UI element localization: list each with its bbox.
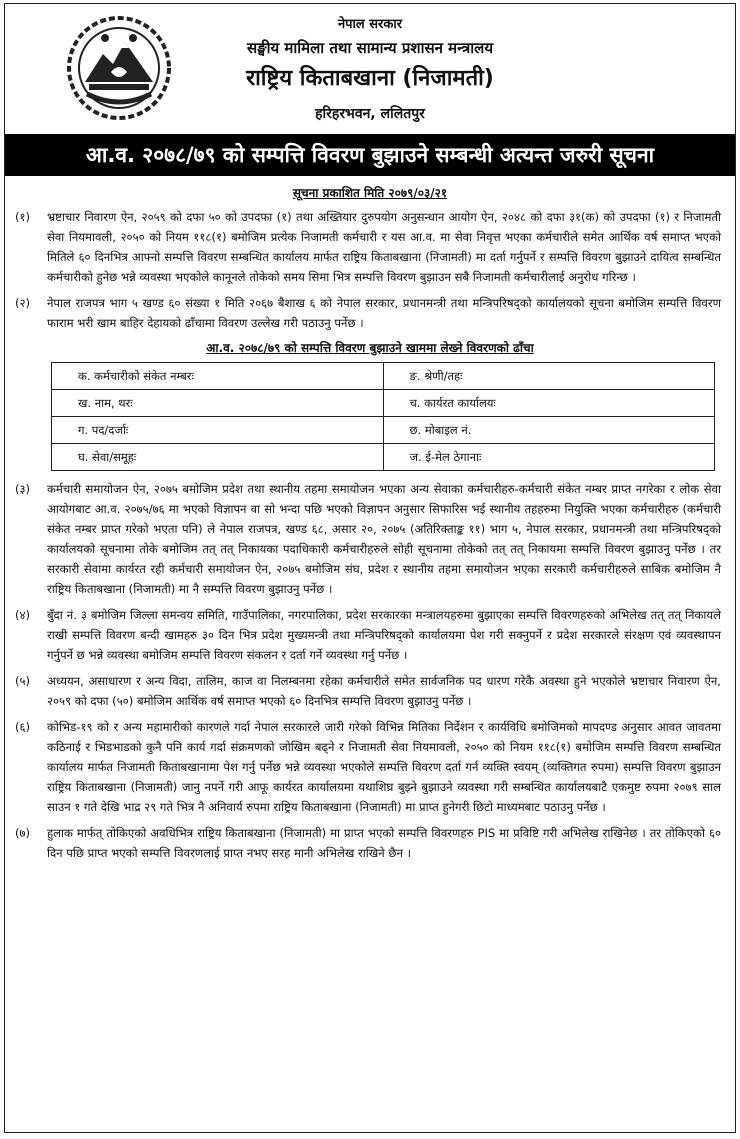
paragraph-text: भ्रष्टाचार निवारण ऐन, २०५९ को दफा ५० को उपदफा (१) तथा अख्तियार दुरुपयोग अनुसन्धान आयोग ऐन, २०४८ को दफा ३१(क) को उपदफा (१) र निजामती सेवा नियमावली, २०५० को नियम ११८(१) बमोजिम प्रत्येक निजामती कर्मचारी र यस आ.व. मा सेवा निवृत्त भएका कर्मचारीले समेत आर्थिक वर्ष समाप्त भएको मितिले ६० दिनभित्र आफ्नो सम्पत्ति विवरण सम्बन्धित कार्यालय मार्फत राष्ट्रिय किताबखाना (निजामती) मा दर्ता गर्नुपर्ने र सम्पत्ति विवरण बुझाउने दायित्व सम्बन्धित कर्मचारीको हुनेछ भन्ने व्यवस्था भएकोले कानूनले तोकेको समय सिमा भित्र सम्पत्ति विवरण बुझाउन सबै निजामती कर्मचारीलाई अनुरोध गरिन्छ । (47, 210, 721, 284)
table-cell: ज. ई-मेल ठेगानाः (383, 444, 715, 471)
notice-title-banner: आ.व. २०७८/७९ को सम्पत्ति विवरण बुझाउने सम्बन्धी अत्यन्त जरुरी सूचना (5, 134, 735, 176)
table-row (52, 363, 715, 390)
table-row (52, 444, 715, 471)
table-row (52, 417, 715, 444)
envelope-format-table (51, 362, 715, 471)
table-cell: घ. सेवा/समूहः (52, 444, 384, 471)
table-cell: छ. मोबाइल नं. (383, 417, 715, 444)
notice-paragraph-6 (15, 717, 721, 817)
table-cell: क. कर्मचारीको संकेत नम्बरः (52, 363, 384, 390)
notice-paragraph-3 (15, 479, 721, 599)
paragraph-text: अध्ययन, असाधारण र अन्य विदा, तालिम, काज वा निलम्बनमा रहेका कर्मचारीले समेत सार्वजनिक पद धारण गरेकै अवस्था हुने भएकोले भ्रष्टाचार निवारण ऐन, २०५९ को दफा (५०) बमोजिम आर्थिक वर्ष समाप्त भएको ६० दिनभित्र सम्पत्ति विवरण बुझाउनु पर्नेछ । (47, 674, 721, 708)
paragraph-text: हुलाक मार्फत् तोकिएको अवधिभित्र राष्ट्रिय किताबखाना (निजामती) मा प्राप्त भएको सम्पत्ति विवरणहरु PIS मा प्रविष्टि गरी अभिलेख राखिनेछ । तर तोकिएको ६० दिन पछि प्राप्त भएको सम्पत्ति विवरणलाई प्राप्त नभए सरह मानी अभिलेख राखिने छैन । (47, 826, 721, 860)
notice-paragraph-7 (15, 823, 721, 863)
notice-paragraph-2 (15, 293, 721, 333)
paragraph-text: बुँदा नं. ३ बमोजिम जिल्ला समन्वय समिति, गाउँपालिका, नगरपालिका, प्रदेश सरकारका मन्त्रालयहरुमा बुझाएका सम्पत्ति विवरणहरुको अभिलेख तत् तत् निकायले राखी सम्पत्ति विवरण बन्दी खामहरु ३० दिन भित्र प्रदेश मुख्यमन्त्री तथा मन्त्रिपरिषद्को कार्यालयमा पेश गरी सक्नुपर्ने र प्रदेश सरकारले संरक्षण एवं व्यवस्थापन गर्नुपर्ने छ भन्ने व्यवस्था बमोजिम सम्पत्ति विवरण संकलन र दर्ता गर्ने व्यवस्था गर्नु पर्नेछ । (47, 608, 721, 662)
office-name: राष्ट्रिय किताबखाना (निजामती) (246, 66, 494, 91)
ministry-name: सङ्घीय मामिला तथा सामान्य प्रशासन मन्त्रालय (246, 39, 494, 57)
government-name: नेपाल सरकार (337, 17, 403, 32)
publication-date: सूचना प्रकाशित मिति २०७९/०३/२१ (292, 186, 448, 200)
table-cell: ग. पद/दर्जाः (52, 417, 384, 444)
table-cell: च. कार्यरत कार्यालयः (383, 390, 715, 417)
paragraph-number: (३) (15, 482, 31, 496)
table-row (52, 390, 715, 417)
paragraph-text: नेपाल राजपत्र भाग ५ खण्ड ६० संख्या १ मिति २०६७ बैशाख ६ को नेपाल सरकार, प्रधानमन्त्री तथा मन्त्रिपरिषद्को कार्यालयको सूचना बमोजिम सम्पत्ति विवरण फाराम भरी खाम बाहिर देहायको ढाँचामा विवरण उल्लेख गरी पठाउनु पर्नेछ । (47, 296, 721, 330)
paragraph-number: (२) (15, 296, 31, 310)
letterhead (5, 4, 735, 134)
paragraph-number: (४) (15, 608, 31, 622)
notice-paragraph-5 (15, 671, 721, 711)
paragraph-number: (६) (15, 720, 31, 734)
office-address: हरिहरभवन, ललितपुर (315, 106, 425, 122)
table-cell: ख. नाम, थरः (52, 390, 384, 417)
paragraph-number: (१) (15, 210, 31, 224)
paragraph-text: कर्मचारी समायोजन ऐन, २०७५ बमोजिम प्रदेश तथा स्थानीय तहमा समायोजन भएका अन्य सेवाका कर्मचारीहरु-कर्मचारी संकेत नम्बर प्राप्त नगरेका र लोक सेवा आयोगबाट आ.व. २०७५/७६ मा भएको विज्ञापन वा सो भन्दा पछि भएको विज्ञापन अनुसार सिफारिस भई स्थानीय तहहरुमा नियुक्ति भएका कर्मचारीहरु (कर्मचारी संकेत नम्बर प्राप्त गरेको भएता पनि) ले नेपाल राजपत्र, खण्ड ६८, असार २०, २०७५ (अतिरिक्ताङ्क ११) भाग ५, नेपाल सरकार, प्रधानमन्त्री तथा मन्त्रिपरिषद्को कार्यालयको सूचनामा तोके बमोजिम तत् तत् निकायका पदाधिकारी कर्मचारीहरुले सोही सूचनामा तोकेको तत् तत् निकायमा सम्पत्ति विवरण बुझाउनु पर्नेछ । तर सरकारी सेवामा कार्यरत रही कर्मचारी समायोजन ऐन, २०७५ बमोजिम संघ, प्रदेश र स्थानीय तहमा समायोजन भएका सरकारी कर्मचारीहरुले साबिक बमोजिम नै राष्ट्रिय किताबखाना (निजामती) मा नै सम्पत्ति विवरण बुझाउनु पर्नेछ । (47, 482, 721, 596)
envelope-format-title: आ.व. २०७८/७९ को सम्पत्ति विवरण बुझाउने खाममा लेख्ने विवरणको ढाँचा (206, 341, 534, 355)
notice-page (4, 3, 736, 1133)
paragraph-text: कोभिड-१९ को र अन्य महामारीको कारणले गर्दा नेपाल सरकारले जारी गरेको विभिन्न मितिका निर्देशन र कार्यविधि बमोजिमको मापदण्ड अनुसार आवत जावतमा कठिनाई र भिडभाडको कुनै पनि कार्य गर्दा संक्रमणको जोखिम बढ्ने र निजामती सेवा नियमावली, २०५० को नियम ११८(१) बमोजिम सम्पत्ति विवरण सम्बन्धित कार्यालय मार्फत निजामती किताबखानामा पेश गर्नु पर्नेछ भन्ने व्यवस्था भएकोले सम्पत्ति विवरण दर्ता गर्न व्यक्ति स्वयम् (व्यक्तिगत रुपमा) सम्पत्ति विवरण बुझाउन राष्ट्रिय किताबखाना (निजामती) जानु नपर्ने गरी आफू कार्यरत कार्यालयमा यथाशिघ्र बुझ्ने बुझाउने व्यवस्था गरी सम्बन्धित कार्यालयबाटै एकमुष्ट रुपमा २०७९ साल साउन १ गते देखि भाद्र २९ गते भित्र नै अनिवार्य रुपमा राष्ट्रिय किताबखाना (निजामती) मा प्राप्त हुनेगरी छिटो माध्यमबाट पठाउनु पर्नेछ । (47, 720, 721, 814)
table-cell: ङ. श्रेणी/तहः (383, 363, 715, 390)
notice-paragraph-1 (15, 207, 721, 287)
paragraph-number: (७) (15, 826, 31, 840)
notice-paragraph-4 (15, 605, 721, 665)
paragraph-number: (५) (15, 674, 31, 688)
